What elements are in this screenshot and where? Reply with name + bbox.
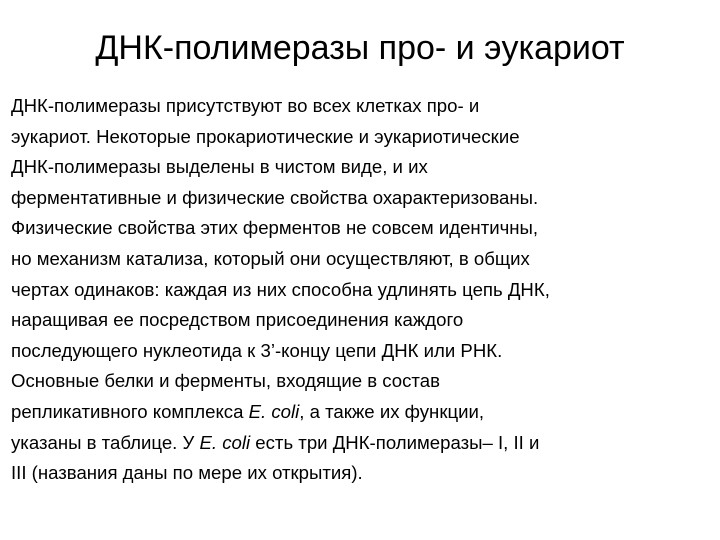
- text-line: эукариот. Некоторые прокариотические и эукариотические: [11, 125, 520, 147]
- text-line: ферментативные и физические свойства охарактеризованы.: [11, 186, 539, 208]
- text-line: [11, 428, 711, 459]
- organism-name-italic: E. coli: [248, 400, 300, 422]
- body-paragraph: [11, 91, 711, 489]
- text-segment: указаны в таблице. У: [11, 431, 200, 453]
- text-line: ДНК-полимеразы присутствуют во всех клетках про- и: [11, 95, 480, 116]
- text-line: последующего нуклеотида к 3’-концу цепи ДНК или РНК.: [11, 339, 503, 361]
- slide-title: ДНК-полимеразы про- и эукариот: [95, 29, 625, 67]
- text-line: наращивая ее посредством присоединения каждого: [11, 309, 464, 331]
- text-line: Физические свойства этих ферментов не совсем идентичны,: [11, 217, 539, 239]
- text-line: [11, 397, 711, 428]
- text-line: III (названия даны по мере их открытия).: [11, 462, 363, 484]
- text-line: но механизм катализа, который они осуществляют, в общих: [11, 247, 530, 269]
- text-segment: репликативного комплекса: [11, 400, 249, 422]
- organism-name-italic: E. coli: [199, 431, 251, 453]
- text-segment: , а также их функции,: [299, 400, 485, 422]
- text-line: Основные белки и ферменты, входящие в состав: [11, 370, 440, 392]
- text-line: ДНК-полимеразы выделены в чистом виде, и их: [11, 156, 428, 178]
- text-segment: есть три ДНК-полимеразы– I, II и: [250, 431, 540, 453]
- text-line: чертах одинаков: каждая из них способна удлинять цепь ДНК,: [11, 278, 550, 300]
